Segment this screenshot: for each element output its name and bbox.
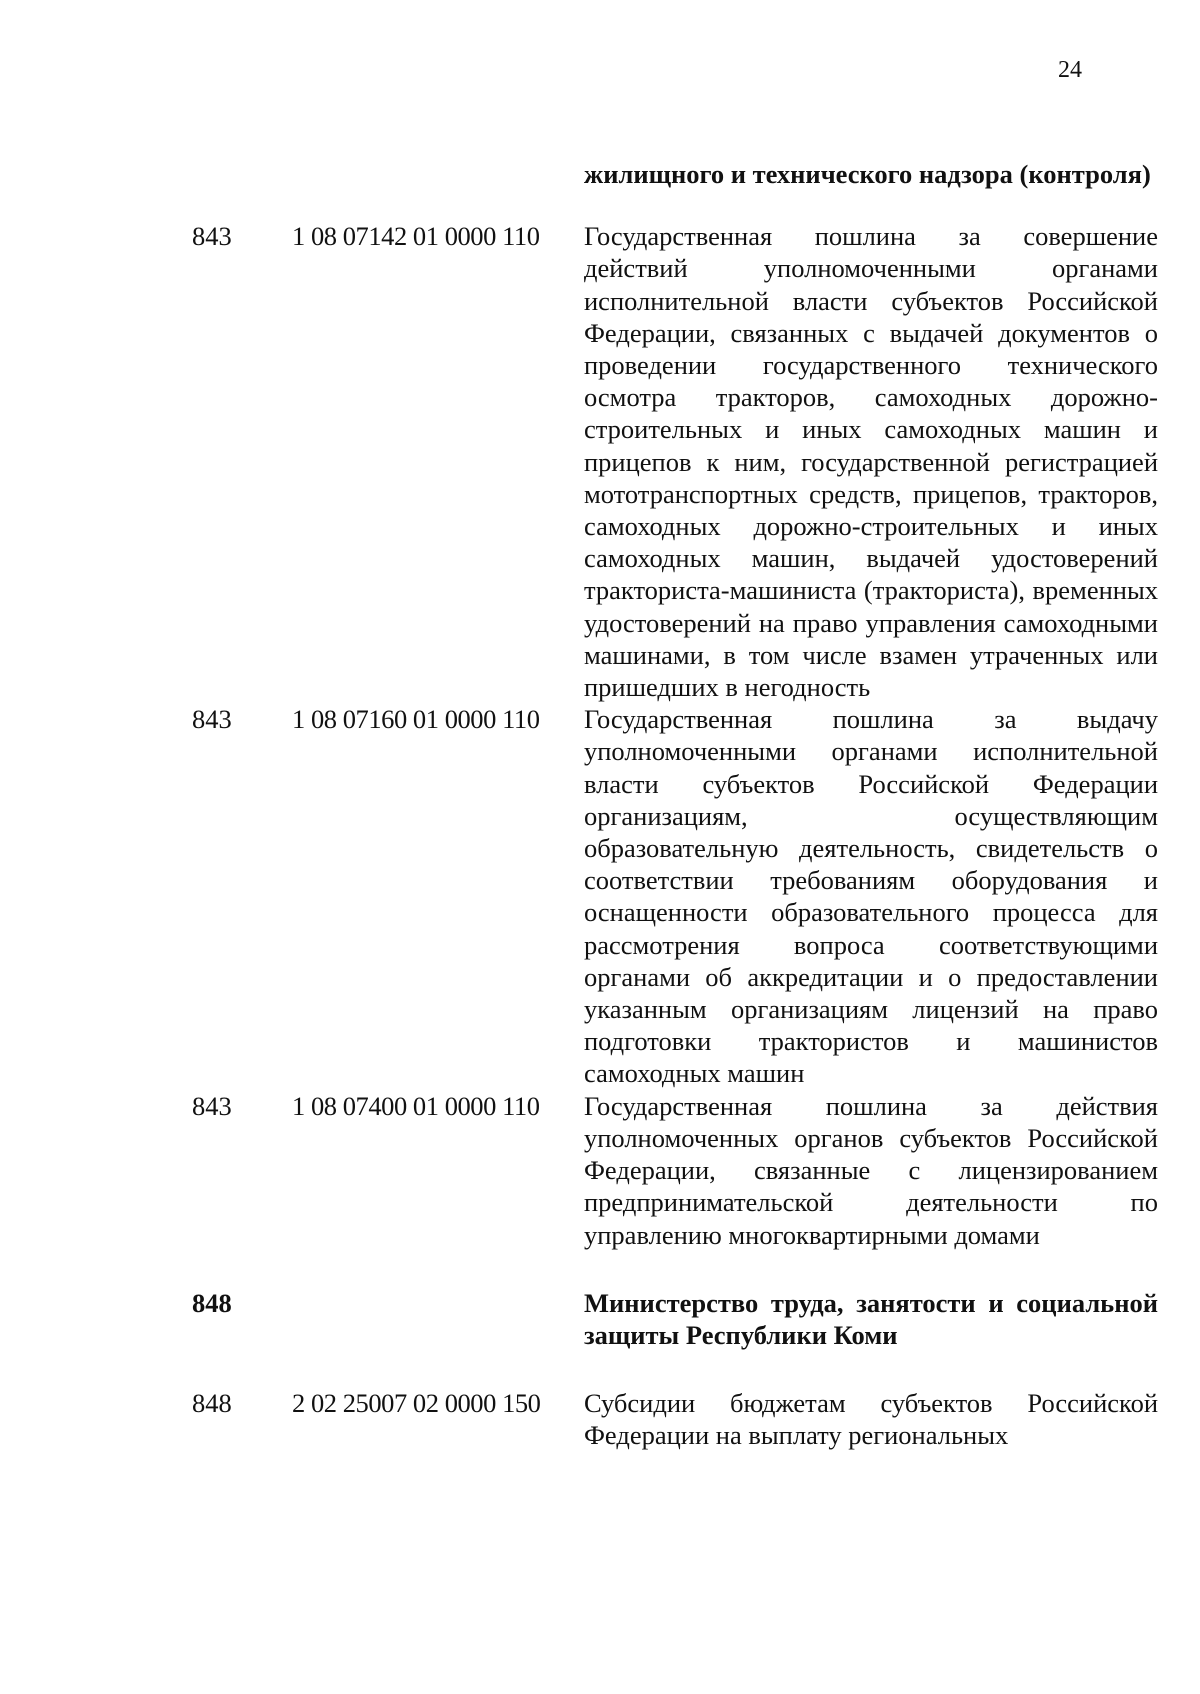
table-row — [0, 1090, 1200, 1251]
section-description: жилищного и технического надзора (контроля) — [584, 159, 1151, 189]
classification-table — [0, 158, 1200, 1452]
table-row — [0, 1387, 1200, 1451]
classification-code: 1 08 07160 01 0000 110 — [292, 704, 540, 735]
row-description: Субсидии бюджетам субъектов Российской Федерации на выплату региональных — [584, 1388, 1158, 1451]
classification-code: 1 08 07400 01 0000 110 — [292, 1090, 540, 1121]
classification-code: 2 02 25007 02 0000 150 — [292, 1388, 541, 1419]
admin-code: 848 — [192, 1287, 232, 1318]
row-description: Государственная пошлина за действия уполномоченных органов субъектов Российской Федерации, связанные с лицензированием предпринимательской деятельности по управлению многоквартирными домами — [584, 1090, 1158, 1250]
page-number: 24 — [1058, 57, 1082, 83]
admin-code: 843 — [192, 1090, 232, 1121]
classification-code: 1 08 07142 01 0000 110 — [292, 221, 540, 252]
table-row — [0, 158, 1200, 190]
section-heading: Министерство труда, занятости и социальной защиты Республики Коми — [584, 1287, 1158, 1350]
admin-code: 843 — [192, 704, 232, 735]
table-row — [0, 1287, 1200, 1351]
admin-code: 843 — [192, 221, 232, 252]
table-row — [0, 220, 1200, 703]
row-description: Государственная пошлина за совершение действий уполномоченными органами исполнительной власти субъектов Российской Федерации, связанных с выдачей документов о проведении государственного технического осмотра тракторов, самоходных дорожно-строительных и иных самоходных машин и прицепов к ним, государственной регистрацией мототранспортных средств, прицепов, тракторов, самоходных дорожно-строительных и иных самоходных машин, выдачей удостоверений тракториста-машиниста (тракториста), временных удостоверений на право управления самоходными машинами, в том числе взамен утраченных или пришедших в негодность — [584, 221, 1158, 703]
table-row — [0, 703, 1200, 1089]
admin-code: 848 — [192, 1388, 232, 1419]
row-description: Государственная пошлина за выдачу уполномоченными органами исполнительной власти субъектов Российской Федерации организациям, осуществляющим образовательную деятельность, свидетельств о соответствии требованиям оборудования и оснащенности образовательного процесса для рассмотрения вопроса соответствующими органами об аккредитации и о предоставлении указанным организациям лицензий на право подготовки трактористов и машинистов самоходных машин — [584, 704, 1158, 1089]
